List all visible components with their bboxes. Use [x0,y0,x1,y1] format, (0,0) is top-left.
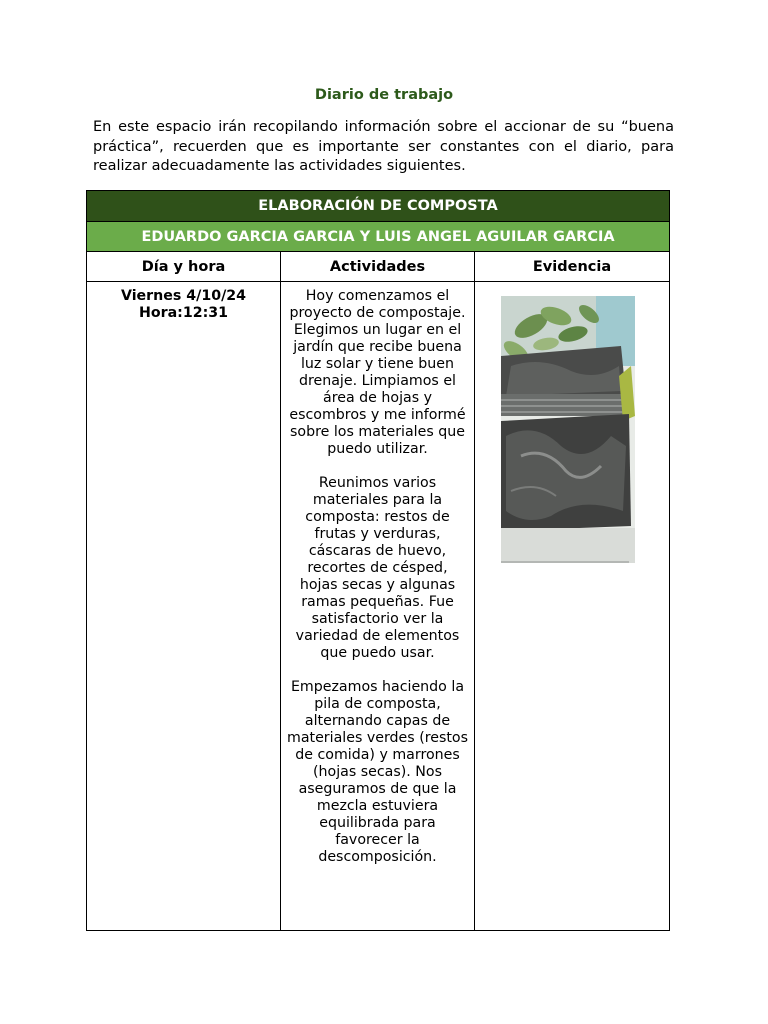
date-cell [87,282,281,931]
table-row [87,282,670,931]
activity-paragraph: Reunimos varios materiales para la composta: restos de frutas y verduras, cáscaras de huevo, recortes de césped, hojas secas y algunas ramas pequeñas. Fue satisfactorio ver la variedad de elementos que puedo usar. [295,475,460,661]
entry-day: Viernes 4/10/24 [120,288,247,304]
activity-paragraph: Empezamos haciendo la pila de composta, alternando capas de materiales verdes (restos de comida) y marrones (hojas secas). Nos aseguramos de que la mezcla estuviera equilibrada para favorecer la descomposición. [287,679,469,865]
activities-cell [281,282,475,931]
evidence-photo [501,296,635,563]
header-evidence: Evidencia [475,252,670,282]
compost-photo-image [501,296,635,563]
header-date: Día y hora [87,252,281,282]
activity-paragraph: Hoy comenzamos el proyecto de compostaje. Elegimos un lugar en el jardín que recibe buena luz solar y tiene buen drenaje. Limpiamos el área de hojas y escombros y me informé sobre los materiales que puedo utilizar. [289,288,466,457]
page-title: Diario de trabajo [314,87,454,103]
entry-time: Hora:12:31 [138,305,229,321]
table-title-row [87,191,670,222]
table-authors: EDUARDO GARCIA GARCIA Y LUIS ANGEL AGUILAR GARCIA [87,222,670,252]
evidence-cell [475,282,670,931]
intro-paragraph: En este espacio irán recopilando información sobre el accionar de su “buena práctica”, recuerden que es importante ser constantes con el diario, para realizar adecuadamente las actividades siguientes. [93,119,674,174]
table-header-row [87,252,670,282]
journal-table [86,190,670,931]
table-title: ELABORACIÓN DE COMPOSTA [87,191,670,222]
table-authors-row [87,222,670,252]
header-activities: Actividades [281,252,475,282]
